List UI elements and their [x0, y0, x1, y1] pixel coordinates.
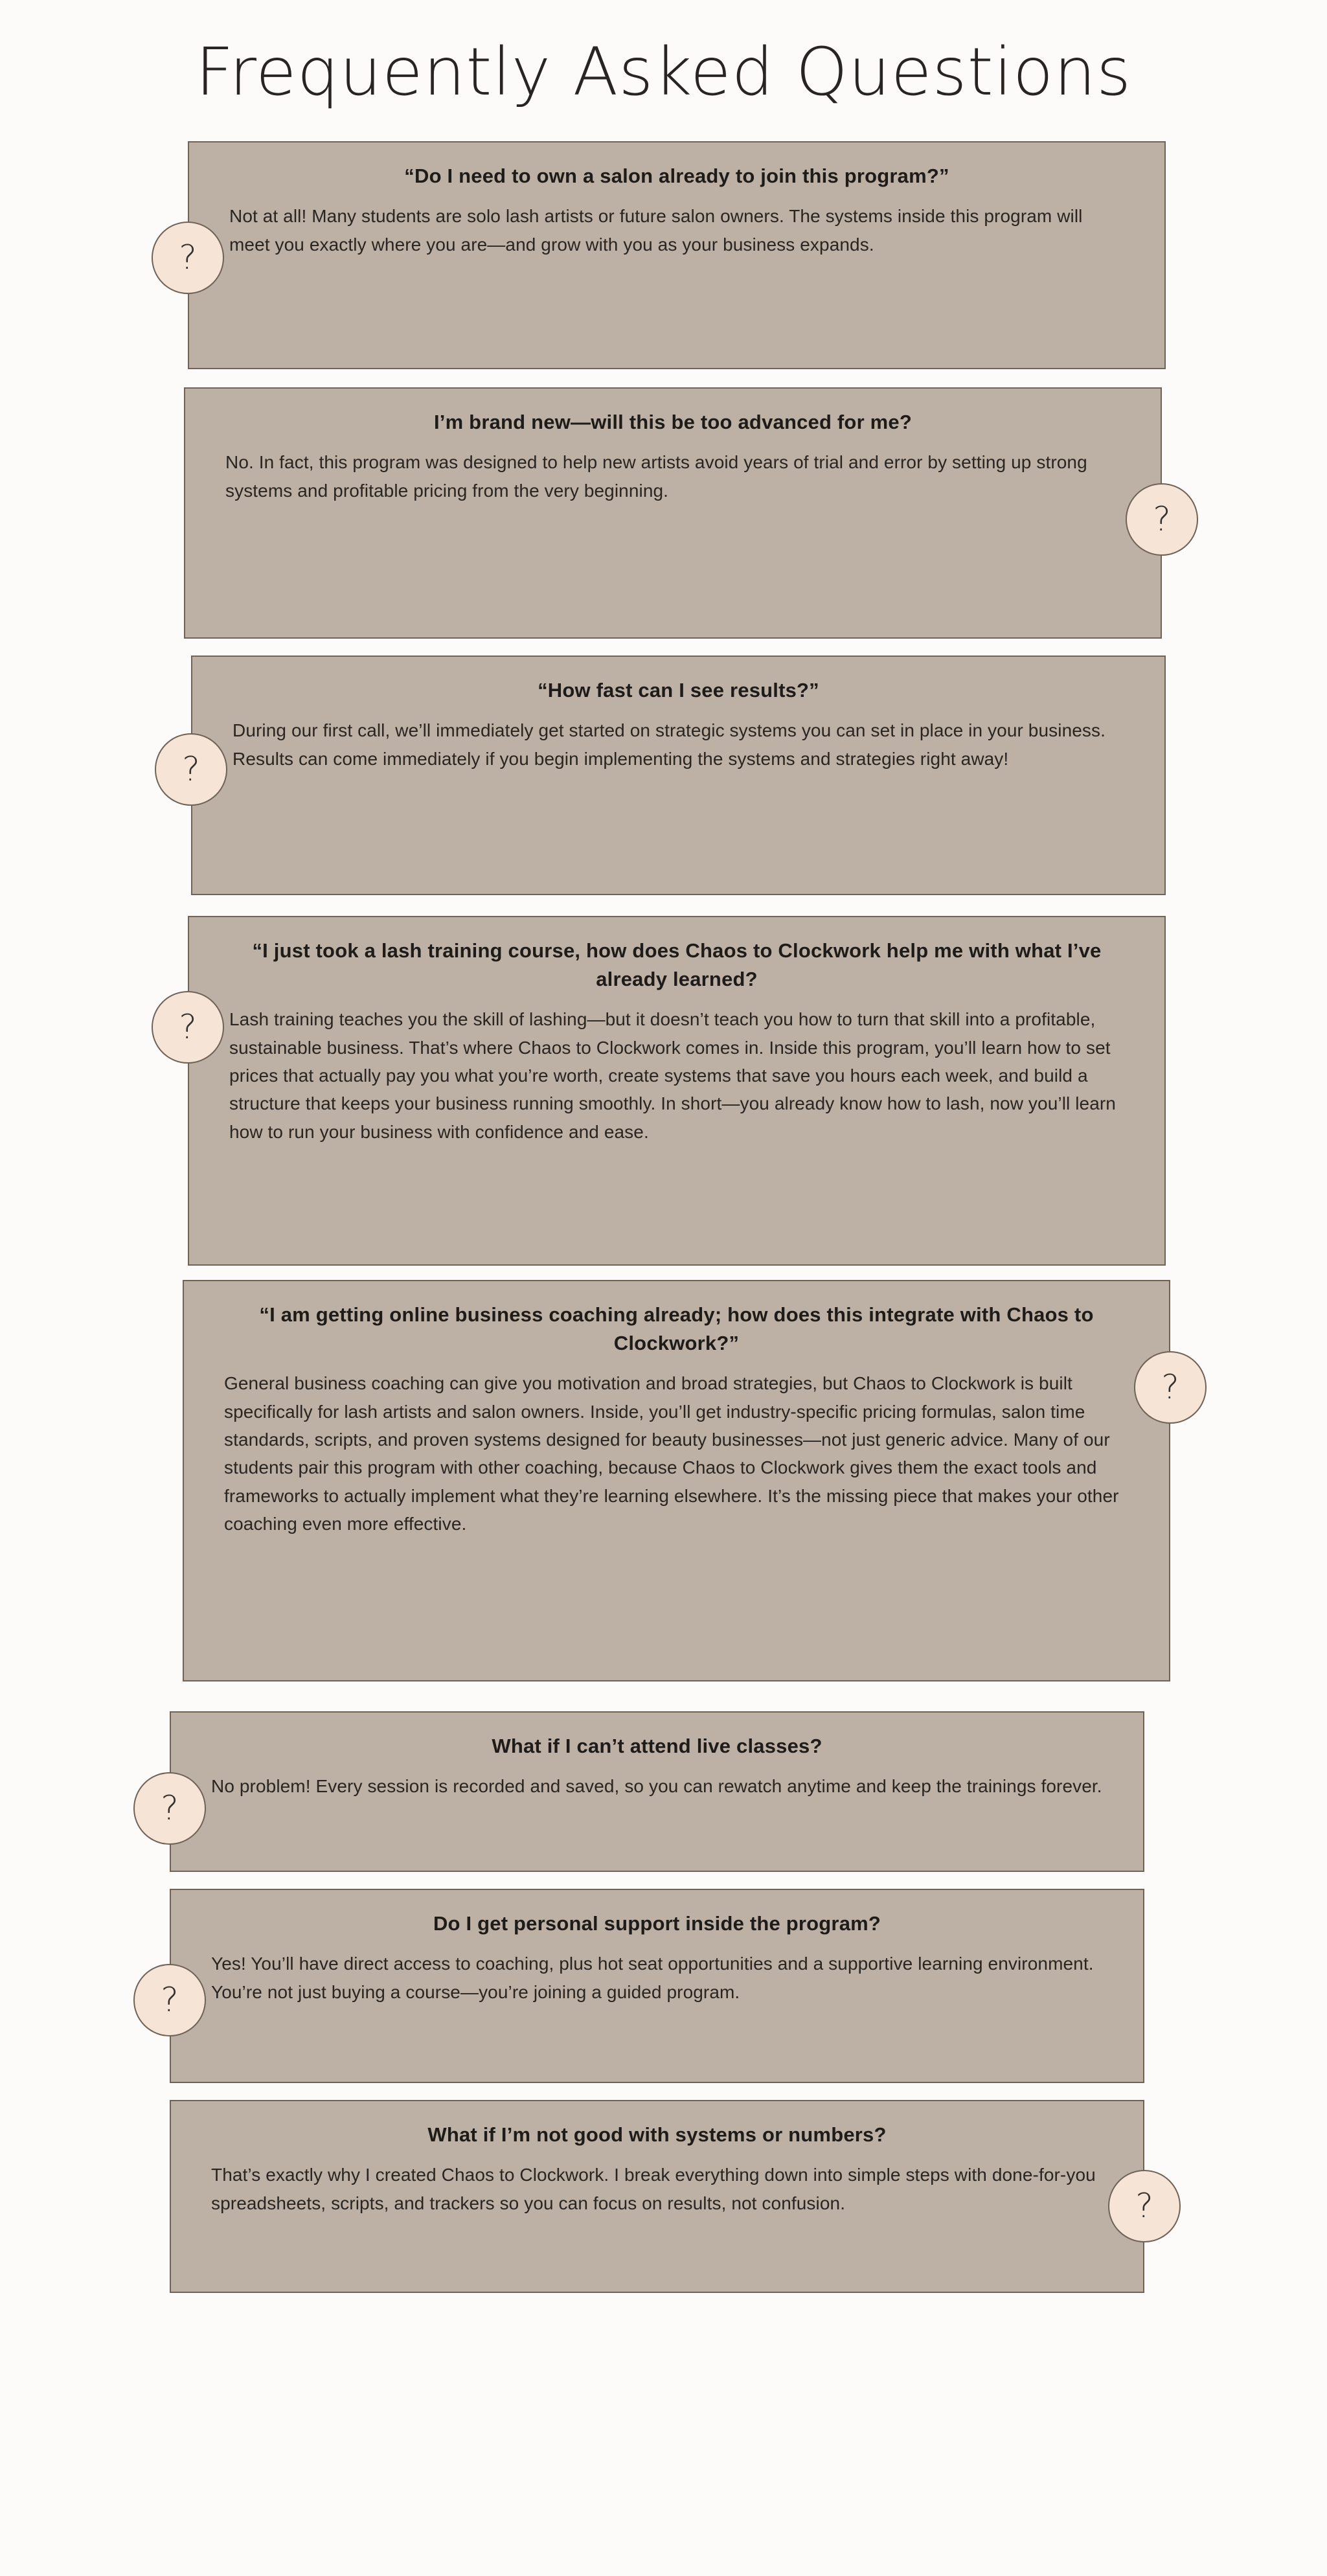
question-mark-icon: ? [152, 991, 224, 1064]
question-mark-icon: ? [1126, 483, 1198, 556]
faq-item [179, 141, 1166, 369]
faq-question: “I am getting online business coaching already; how does this integrate with Chaos to Clockwork?” [259, 1303, 1094, 1355]
faq-card[interactable] [184, 387, 1162, 639]
faq-question: “How fast can I see results?” [538, 679, 819, 702]
faq-card[interactable] [188, 141, 1166, 369]
faq-item [179, 916, 1166, 1266]
faq-item [183, 1280, 1179, 1681]
faq-answer: During our first call, we’ll immediately get started on strategic systems you can set in place in your business. Results can come immediately if you begin implementing the systems and strategies right away! [233, 720, 1106, 769]
faq-question: What if I can’t attend live classes? [492, 1735, 822, 1758]
faq-item [184, 387, 1171, 639]
faq-answer: Lash training teaches you the skill of lashing—but it doesn’t teach you how to turn that skill into a profitable, sustainable business. That’s where Chaos to Clockwork comes in. Inside this program, you’ll learn how to set prices that actually pay you what you’re worth, create systems that save you hours each week, and build a structure that keeps your business running smoothly. In short—you already know how to lash, now you’ll learn how to run your business with confidence and ease. [229, 1009, 1116, 1142]
faq-card[interactable] [170, 2100, 1144, 2293]
faq-item [170, 2100, 1153, 2293]
faq-question: What if I’m not good with systems or numbers? [427, 2123, 887, 2147]
faq-item [161, 1711, 1144, 1872]
faq-answer: That’s exactly why I created Chaos to Clockwork. I break everything down into simple steps with done-for-you spreadsheets, scripts, and trackers so you can focus on results, not confusion. [211, 2165, 1096, 2213]
faq-question: Do I get personal support inside the program? [433, 1912, 881, 1935]
faq-item [182, 655, 1166, 895]
faq-card[interactable] [183, 1280, 1170, 1681]
faq-card[interactable] [191, 655, 1166, 895]
faq-question: “I just took a lash training course, how does Chaos to Clockwork help me with what I’ve already learned? [252, 939, 1102, 991]
page-title: Frequently Asked Questions [195, 34, 1132, 111]
question-mark-icon: ? [133, 1964, 206, 2036]
faq-question: “Do I need to own a salon already to join this program?” [404, 165, 949, 188]
faq-answer: No problem! Every session is recorded and saved, so you can rewatch anytime and keep the trainings forever. [211, 1776, 1102, 1797]
faq-answer: Not at all! Many students are solo lash artists or future salon owners. The systems inside this program will meet you exactly where you are—and grow with you as your business expands. [229, 206, 1083, 255]
faq-card[interactable] [188, 916, 1166, 1266]
faq-question: I’m brand new—will this be too advanced for me? [433, 411, 912, 434]
faq-answer: No. In fact, this program was designed to help new artists avoid years of trial and error by setting up strong systems and profitable pricing from the very beginning. [225, 452, 1087, 501]
question-mark-icon: ? [152, 222, 224, 294]
question-mark-icon: ? [1108, 2170, 1181, 2242]
faq-list [0, 141, 1327, 2293]
question-mark-icon: ? [155, 733, 227, 806]
question-mark-icon: ? [1134, 1351, 1207, 1424]
faq-item [161, 1889, 1144, 2083]
faq-card[interactable] [170, 1711, 1144, 1872]
question-mark-icon: ? [133, 1772, 206, 1845]
faq-card[interactable] [170, 1889, 1144, 2083]
faq-answer: Yes! You’ll have direct access to coaching, plus hot seat opportunities and a supportive learning environment. You’re not just buying a course—you’re joining a guided program. [211, 1954, 1094, 2002]
faq-answer: General business coaching can give you motivation and broad strategies, but Chaos to Clockwork is built specifically for lash artists and salon owners. Inside, you’ll get industry-specific pricing formulas, salon time standards, scripts, and proven systems designed for beauty businesses—not just generic advice. Many of our students pair this program with other coaching, because Chaos to Clockwork gives them the exact tools and frameworks to actually implement what they’re learning elsewhere. It’s the missing piece that makes your other coaching even more effective. [224, 1373, 1119, 1534]
